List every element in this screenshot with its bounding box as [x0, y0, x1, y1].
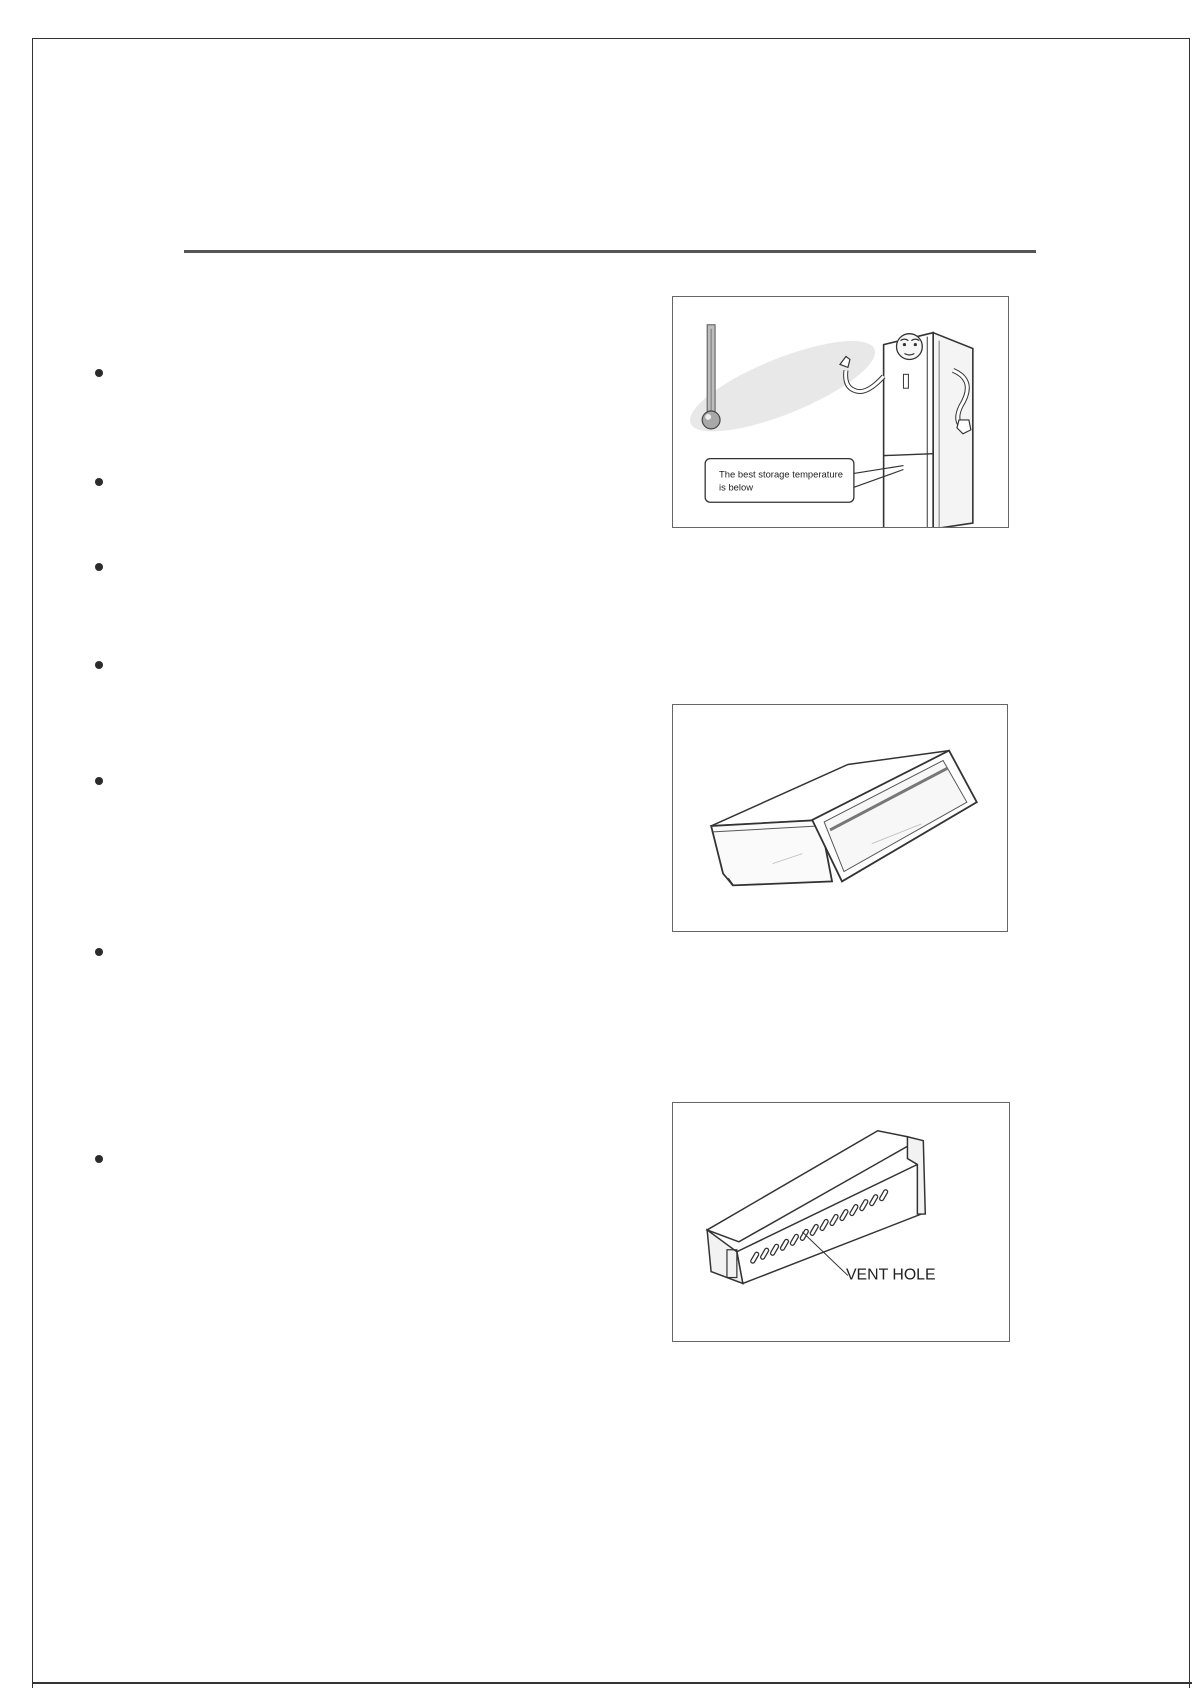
page-border — [32, 38, 1190, 1688]
fridge-drawing — [673, 297, 1008, 527]
bullet-marker-1 — [95, 369, 103, 377]
bullet-marker-2 — [95, 478, 103, 486]
door-tray-illustration — [672, 1102, 1010, 1342]
drawer-illustration — [672, 704, 1008, 932]
fridge-illustration — [672, 296, 1009, 528]
drawer-drawing — [673, 705, 1007, 931]
vent-hole-label: VENT HOLE — [845, 1266, 936, 1284]
callout-text-line2: is below — [719, 481, 754, 493]
thermometer-icon — [702, 325, 720, 429]
bullet-marker-7 — [95, 1155, 103, 1163]
bullet-marker-5 — [95, 777, 103, 785]
bullet-marker-6 — [95, 948, 103, 956]
page-bottom-rule — [32, 1682, 1192, 1684]
drawer-icon — [711, 751, 977, 886]
header-divider — [184, 250, 1036, 253]
door-tray-icon — [707, 1131, 935, 1284]
bullet-marker-4 — [95, 661, 103, 669]
door-tray-drawing — [673, 1103, 1009, 1341]
bullet-marker-3 — [95, 563, 103, 571]
callout-text-line1: The best storage temperature — [719, 468, 843, 480]
temperature-callout — [705, 459, 903, 503]
